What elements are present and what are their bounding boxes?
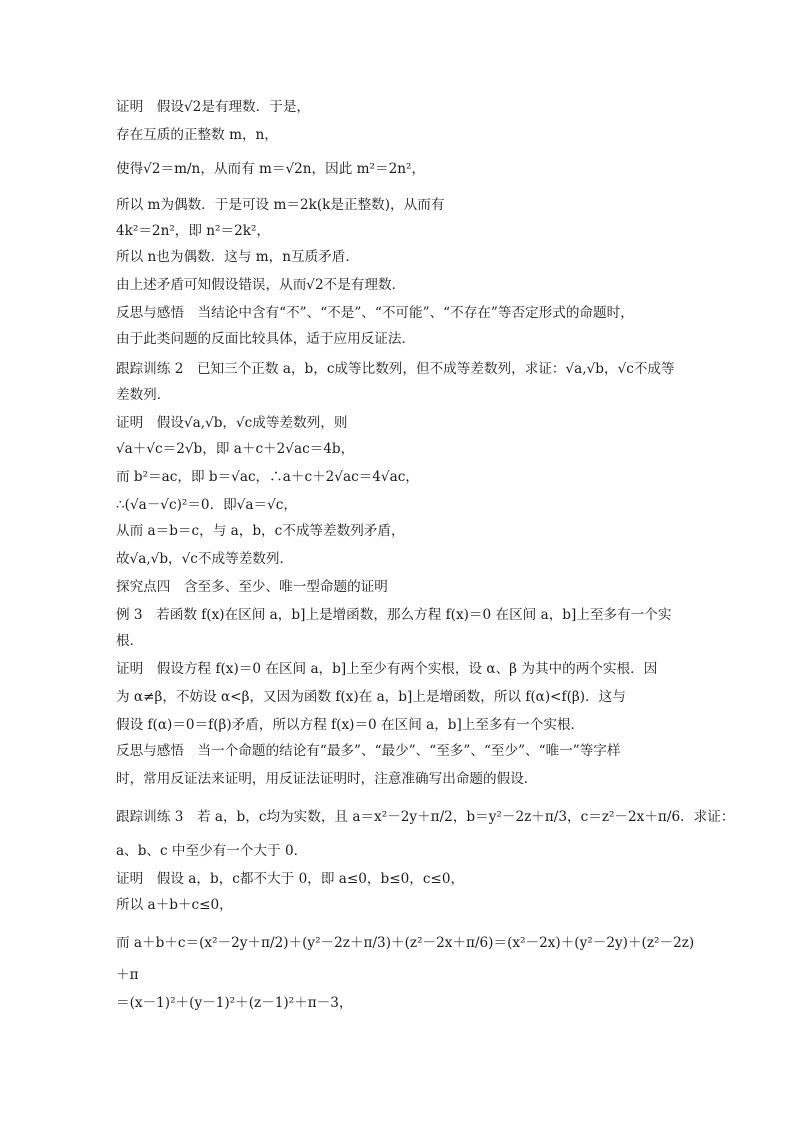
text-line: 证明 假设 a，b，c都不大于 0，即 a≤0，b≤0，c≤0，: [116, 871, 465, 887]
text-line: 存在互质的正整数 m，n，: [116, 127, 278, 143]
text-line: ＋π: [116, 967, 139, 983]
text-line: 所以 m为偶数．于是可设 m＝2k(k是正整数)，从而有: [116, 197, 445, 213]
text-line: 为 α≠β，不妨设 α<β，又因为函数 f(x)在 a，b]上是增函数，所以 f(α)<f(β)．这与: [116, 689, 626, 705]
text-line: 故√a,√b，√c不成等差数列．: [116, 551, 294, 567]
text-line: 差数列．: [116, 387, 171, 403]
text-line: 证明 假设√2是有理数．于是，: [116, 99, 311, 115]
text-line: ＝(x－1)²＋(y－1)²＋(z－1)²＋π－3，: [116, 995, 353, 1011]
text-line: 例 3 若函数 f(x)在区间 a，b]上是增函数，那么方程 f(x)＝0 在区间 a，b]上至多有一个实: [116, 607, 672, 623]
text-line: 反思与感悟 当结论中含有“不”、“不是”、“不可能”、“不存在”等否定形式的命题时，: [116, 305, 634, 321]
text-line: 而 b²＝ac，即 b＝√ac，∴a＋c＋2√ac＝4√ac，: [116, 469, 419, 485]
text-line: √a＋√c＝2√b，即 a＋c＋2√ac＝4b，: [116, 441, 355, 457]
text-line: ∴(√a－√c)²＝0．即√a＝√c，: [116, 497, 297, 513]
text-line: 反思与感悟 当一个命题的结论有“最多”、“最少”、“至多”、“至少”、“唯一”等字样: [116, 743, 621, 759]
text-line: 跟踪训练 3 若 a，b，c均为实数，且 a＝x²－2y＋π/2，b＝y²－2z＋π/3，c＝z²－2x＋π/6．求证：: [116, 809, 735, 825]
text-line: 所以 n也为偶数．这与 m，n互质矛盾．: [116, 249, 359, 265]
text-line: 由于此类问题的反面比较具体，适于应用反证法．: [116, 331, 416, 347]
text-line: a、b、c 中至少有一个大于 0．: [116, 843, 308, 859]
text-line: 根．: [116, 633, 144, 649]
text-line: 所以 a＋b＋c≤0，: [116, 897, 233, 913]
text-line: 假设 f(α)＝0＝f(β)矛盾，所以方程 f(x)＝0 在区间 a，b]上至多有一个实根．: [116, 717, 585, 733]
text-line: 证明 假设√a,√b，√c成等差数列，则: [116, 415, 348, 431]
text-line: 由上述矛盾可知假设错误，从而√2不是有理数．: [116, 277, 406, 293]
text-line: 从而 a＝b＝c，与 a，b，c不成等差数列矛盾，: [116, 523, 405, 539]
text-line: 4k²＝2n²，即 n²＝2k²，: [116, 223, 271, 239]
text-line: 时，常用反证法来证明，用反证法证明时，注意准确写出命题的假设．: [116, 771, 538, 787]
text-line: 使得√2＝m/n，从而有 m＝√2n，因此 m²＝2n²，: [116, 161, 426, 177]
section-heading: 探究点四 含至多、至少、唯一型命题的证明: [116, 579, 388, 595]
text-line: 证明 假设方程 f(x)＝0 在区间 a，b]上至少有两个实根，设 α、β 为其中的两个实根．因: [116, 661, 658, 677]
text-line: 而 a＋b＋c＝(x²－2y＋π/2)＋(y²－2z＋π/3)＋(z²－2x＋π/6)＝(x²－2x)＋(y²－2y)＋(z²－2z): [116, 935, 695, 951]
text-line: 跟踪训练 2 已知三个正数 a，b，c成等比数列，但不成等差数列，求证：√a,√b，√c不成等: [116, 361, 675, 377]
